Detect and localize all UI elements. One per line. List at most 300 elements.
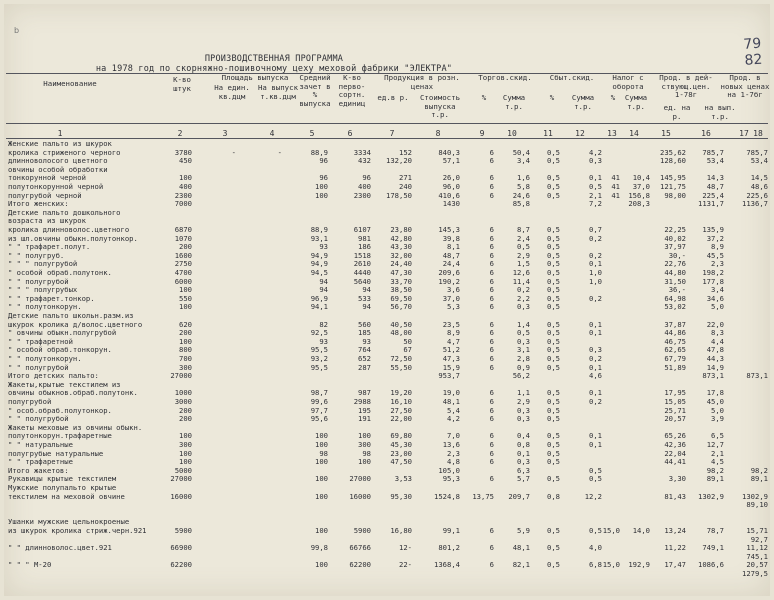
row-cell: 198,2 xyxy=(702,268,724,277)
row-cell: 0,5 xyxy=(517,242,530,252)
row-cell: 0,5 xyxy=(547,388,560,398)
row-cell: 6 xyxy=(489,526,494,535)
row-cell: 1302,9 xyxy=(742,491,768,501)
row-cell: 95,3 xyxy=(442,474,460,484)
row-cell: 40,02 xyxy=(664,233,686,243)
row-cell: 5,3 xyxy=(447,302,460,312)
header-sales-pct: % xyxy=(549,93,555,102)
row-cell: 100 xyxy=(315,190,328,200)
row-cell: 0,5 xyxy=(547,362,560,372)
row-cell: 0,3 xyxy=(589,156,602,166)
table-row xyxy=(0,432,774,440)
header-avg-sort: Средний зачет в % выпуска xyxy=(299,73,331,108)
row-cell: 25,71 xyxy=(664,405,686,415)
row-cell: 785,7 xyxy=(746,147,768,157)
table-row xyxy=(0,536,774,544)
row-cell: 6 xyxy=(489,302,494,312)
header-bottom-rule xyxy=(6,138,768,139)
row-name: " " трафарет.тонкор. xyxy=(8,293,95,303)
row-cell: 533 xyxy=(358,293,371,303)
row-name: овчины обыкнов.обраб.полутонк. xyxy=(8,388,138,398)
row-cell: 4,0 xyxy=(589,543,602,553)
row-cell: 5,8 xyxy=(517,182,530,191)
header-sales-sum: Сумма т.р. xyxy=(571,93,595,111)
column-number: 1 xyxy=(57,129,63,138)
row-cell: 27000 xyxy=(349,474,371,484)
row-cell: 652 xyxy=(358,354,371,363)
row-cell: 6 xyxy=(489,405,494,415)
row-cell: 2,4 xyxy=(517,233,530,243)
row-cell: 0,8 xyxy=(517,440,530,449)
row-cell: - xyxy=(231,147,236,157)
row-cell: 8,9 xyxy=(711,242,724,252)
row-cell: 1302,9 xyxy=(698,491,724,501)
row-cell: 51,2 xyxy=(442,345,460,355)
row-name: " овчины обыкн.полугрубой xyxy=(8,328,117,338)
row-cell: 0,5 xyxy=(547,560,560,570)
table-row xyxy=(0,450,774,458)
row-cell: 15,9 xyxy=(442,362,460,372)
row-cell: 100 xyxy=(315,491,328,501)
row-cell: 0,5 xyxy=(547,259,560,269)
row-cell: 26,0 xyxy=(442,173,460,183)
row-cell: 45,5 xyxy=(706,250,724,260)
row-cell: 6 xyxy=(489,362,494,372)
row-cell: 13,24 xyxy=(664,526,686,535)
row-cell: 2300 xyxy=(174,190,192,200)
row-cell: 94 xyxy=(319,276,328,286)
header-per-unit: ед. на р. xyxy=(663,103,691,121)
row-cell: 88,9 xyxy=(310,147,328,157)
row-name: Итого жакетов: xyxy=(8,465,69,475)
row-cell: 8,9 xyxy=(447,328,460,338)
row-cell: 41 xyxy=(611,182,620,191)
row-cell: 36,- xyxy=(668,285,686,295)
row-cell: 5900 xyxy=(353,526,371,535)
column-number: 16 xyxy=(701,129,711,138)
row-cell: 93,1 xyxy=(310,233,328,243)
row-cell: 95,5 xyxy=(310,345,328,355)
row-cell: 5,0 xyxy=(711,405,724,415)
header-area-total: На выпуск т.кв.дцм xyxy=(257,83,299,101)
row-cell: 1136,7 xyxy=(742,199,768,209)
row-cell: 23,80 xyxy=(390,225,412,234)
row-cell: 98,00 xyxy=(664,190,686,200)
row-cell: 66900 xyxy=(170,543,192,553)
row-cell: 94 xyxy=(362,302,371,312)
row-cell: 208,3 xyxy=(628,199,650,209)
row-cell: 100 xyxy=(315,431,328,441)
header-tax-pct: % xyxy=(610,93,616,102)
row-cell: 51,89 xyxy=(664,362,686,372)
row-cell: 6000 xyxy=(174,276,192,286)
row-cell: 5640 xyxy=(353,276,371,286)
table-row xyxy=(0,346,774,354)
row-cell: 3,4 xyxy=(517,156,530,166)
row-cell: 128,60 xyxy=(660,156,686,166)
row-cell: 0,7 xyxy=(589,225,602,234)
row-cell: 1600 xyxy=(174,250,192,260)
row-cell: 6 xyxy=(489,388,494,398)
row-cell: 0,5 xyxy=(547,182,560,191)
row-cell: 41 xyxy=(611,190,620,200)
row-cell: 22- xyxy=(399,560,412,570)
row-cell: 1070 xyxy=(174,233,192,243)
row-name: " " трафарет.полут. xyxy=(8,242,91,252)
row-cell: 6 xyxy=(489,225,494,234)
row-cell: 6 xyxy=(489,354,494,363)
page-stamp: 79 82 xyxy=(742,35,763,69)
row-cell: 3,53 xyxy=(394,474,412,484)
header-first-sort: К-во перво-сортн. единиц xyxy=(338,73,366,108)
row-cell: 67 xyxy=(403,345,412,355)
row-cell: 4,2 xyxy=(589,147,602,157)
table-row xyxy=(0,561,774,569)
row-cell: 0,5 xyxy=(547,405,560,415)
row-cell: 0,1 xyxy=(517,448,530,458)
row-cell: 6 xyxy=(489,440,494,449)
row-cell: 100 xyxy=(315,440,328,449)
row-cell: 0,5 xyxy=(547,457,560,467)
row-cell: 14,0 xyxy=(632,526,650,535)
row-cell: 7,2 xyxy=(589,199,602,209)
row-cell: - xyxy=(277,147,282,157)
header-product-group: Продукция в розн. ценах xyxy=(384,73,460,91)
row-cell: 620 xyxy=(179,319,192,329)
row-cell: 0,1 xyxy=(589,328,602,338)
row-cell: 82,1 xyxy=(512,560,530,570)
row-cell: 0,1 xyxy=(589,431,602,441)
row-name: длинноволосого цветного xyxy=(8,156,108,166)
row-cell: 45,30 xyxy=(390,440,412,449)
row-cell: 550 xyxy=(179,293,192,303)
row-cell: 1524,8 xyxy=(434,491,460,501)
row-cell: 4,5 xyxy=(711,457,724,467)
header-total-value: Стоимость выпуска т.р. xyxy=(419,93,461,119)
table-row xyxy=(0,424,774,432)
row-cell: 1131,7 xyxy=(698,199,724,209)
row-cell: 42,80 xyxy=(390,233,412,243)
header-trade-pct: % xyxy=(481,93,487,102)
table-row xyxy=(0,140,774,148)
row-cell: 100 xyxy=(358,431,371,441)
row-cell: 1518 xyxy=(353,250,371,260)
row-cell: 121,75 xyxy=(660,182,686,191)
row-name: " " трафаретной xyxy=(8,336,73,346)
row-cell: 0,3 xyxy=(589,345,602,355)
row-cell: 6,5 xyxy=(711,431,724,441)
row-cell: 92,5 xyxy=(310,328,328,338)
row-cell: 99,1 xyxy=(442,526,460,535)
row-cell: 94,1 xyxy=(310,302,328,312)
row-cell: 100 xyxy=(315,560,328,570)
row-cell: 953,7 xyxy=(438,371,460,381)
row-name: Рукавицы крытые текстилем xyxy=(8,474,117,484)
row-cell: 6 xyxy=(489,182,494,191)
row-name: Детские пальто дошкольного xyxy=(8,207,121,217)
row-cell: 3780 xyxy=(174,147,192,157)
row-cell: 12- xyxy=(399,543,412,553)
table-row xyxy=(0,398,774,406)
row-cell: 2,2 xyxy=(517,293,530,303)
row-cell: 93 xyxy=(362,336,371,346)
table-row xyxy=(0,260,774,268)
row-cell: 3,1 xyxy=(517,345,530,355)
row-name: " особой обраб.полутонк. xyxy=(8,268,112,277)
header-trade-sum: Сумма т.р. xyxy=(502,93,526,111)
row-cell: 6 xyxy=(489,414,494,424)
row-cell: 200 xyxy=(179,328,192,338)
row-cell: 0,5 xyxy=(547,156,560,166)
row-cell: 225,6 xyxy=(746,190,768,200)
row-cell: 93 xyxy=(319,242,328,252)
row-cell: 6 xyxy=(489,457,494,467)
row-cell: 432 xyxy=(358,156,371,166)
row-cell: 47,8 xyxy=(706,345,724,355)
row-cell: 37,97 xyxy=(664,242,686,252)
column-number: 12 xyxy=(575,129,585,138)
row-name: Детские пальто школьн.разм.из xyxy=(8,311,134,320)
header-mid-rule xyxy=(6,123,768,124)
row-cell: 2750 xyxy=(174,259,192,269)
row-cell: 3,4 xyxy=(711,285,724,295)
row-cell: 53,4 xyxy=(706,156,724,166)
row-cell: 0,2 xyxy=(589,293,602,303)
row-name: " " длинноволос.цвет.921 xyxy=(8,543,112,553)
row-cell: 98,2 xyxy=(706,465,724,475)
row-cell: 56,70 xyxy=(390,302,412,312)
row-cell: 156,8 xyxy=(628,190,650,200)
column-number: 5 xyxy=(309,129,315,138)
row-cell: 0,5 xyxy=(547,319,560,329)
row-cell: 34,6 xyxy=(706,293,724,303)
row-cell: 53,4 xyxy=(750,156,768,166)
row-cell: 98,7 xyxy=(310,388,328,398)
row-cell: 19,20 xyxy=(390,388,412,398)
row-cell: 45,0 xyxy=(706,397,724,406)
row-cell: 6 xyxy=(489,250,494,260)
row-cell: 96,9 xyxy=(310,293,328,303)
row-cell: 94,5 xyxy=(310,268,328,277)
row-cell: 135,9 xyxy=(702,225,724,234)
row-cell: 801,2 xyxy=(438,543,460,553)
row-cell: 16000 xyxy=(349,491,371,501)
row-cell: 12,7 xyxy=(706,440,724,449)
row-cell: 0,2 xyxy=(589,250,602,260)
row-cell: 0,5 xyxy=(589,526,602,535)
row-cell: 13,6 xyxy=(442,440,460,449)
row-cell: 98 xyxy=(362,448,371,458)
row-cell: 1086,6 xyxy=(698,560,724,570)
row-cell: 95,5 xyxy=(310,362,328,372)
column-number: 4 xyxy=(269,129,275,138)
row-cell: 0,5 xyxy=(547,293,560,303)
row-cell: 67,79 xyxy=(664,354,686,363)
row-cell: 6 xyxy=(489,233,494,243)
row-cell: 300 xyxy=(179,440,192,449)
row-cell: 88,9 xyxy=(310,225,328,234)
row-cell: 6 xyxy=(489,448,494,458)
table-row xyxy=(0,321,774,329)
row-cell: 1,6 xyxy=(517,173,530,183)
row-cell: 0,5 xyxy=(547,250,560,260)
row-cell: 15,05 xyxy=(664,397,686,406)
row-cell: 62200 xyxy=(170,560,192,570)
row-cell: 93 xyxy=(319,336,328,346)
row-cell: 0,5 xyxy=(547,173,560,183)
row-name: " " полутонкорун. xyxy=(8,302,82,312)
table-row xyxy=(0,312,774,320)
row-cell: 2,3 xyxy=(447,448,460,458)
row-cell: 1,0 xyxy=(589,276,602,286)
row-cell: 785,7 xyxy=(702,147,724,157)
row-cell: 6 xyxy=(489,147,494,157)
table-row xyxy=(0,415,774,423)
table-row xyxy=(0,286,774,294)
row-cell: 89,1 xyxy=(750,474,768,484)
row-cell: 4,6 xyxy=(589,371,602,381)
row-cell: 200 xyxy=(179,405,192,415)
row-cell: 100 xyxy=(179,448,192,458)
row-cell: 12,2 xyxy=(584,491,602,501)
row-cell: 72,50 xyxy=(390,354,412,363)
row-cell: 44,41 xyxy=(664,457,686,467)
row-cell: 47,3 xyxy=(442,354,460,363)
table-row xyxy=(0,355,774,363)
row-cell: 178,50 xyxy=(386,190,412,200)
row-cell: 95,30 xyxy=(390,491,412,501)
row-cell: 100 xyxy=(315,526,328,535)
row-name: " особ.обраб.полутонкор. xyxy=(8,405,112,415)
row-cell: 89,1 xyxy=(706,474,724,484)
title-line-2: на 1978 год по скорняжно-пошивочному цеху меховой фабрики "ЭЛЕКТРА" xyxy=(95,64,453,74)
row-cell: 50 xyxy=(403,336,412,346)
column-number: 7 xyxy=(389,129,395,138)
row-cell: 38,50 xyxy=(390,285,412,295)
row-cell: 22,76 xyxy=(664,259,686,269)
row-cell: 560 xyxy=(358,319,371,329)
row-cell: 0,5 xyxy=(517,328,530,338)
row-cell: 100 xyxy=(179,285,192,295)
table-row xyxy=(0,527,774,535)
row-cell: 2,8 xyxy=(517,354,530,363)
table-row xyxy=(0,329,774,337)
row-cell: 4,4 xyxy=(711,336,724,346)
row-name: текстилем на меховой овчине xyxy=(8,491,125,501)
row-cell: 195 xyxy=(358,405,371,415)
row-cell: 96 xyxy=(362,173,371,183)
row-cell: 2988 xyxy=(353,397,371,406)
column-number: 17 xyxy=(739,129,749,138)
row-name: Мужские полупальто крытые xyxy=(8,483,117,492)
row-cell: 0,1 xyxy=(589,259,602,269)
row-name: Итого женских: xyxy=(8,199,69,209)
row-name: " " " полугрубых xyxy=(8,285,78,295)
row-cell: 749,1 xyxy=(702,543,724,553)
row-cell: 0,1 xyxy=(589,388,602,398)
row-cell: 24,4 xyxy=(442,259,460,269)
row-cell: 62200 xyxy=(349,560,371,570)
row-cell: 93,2 xyxy=(310,354,328,363)
row-cell: 97,7 xyxy=(310,405,328,415)
row-name: кролика стриженого черного xyxy=(8,147,121,157)
row-cell: 24,40 xyxy=(390,259,412,269)
row-cell: 0,1 xyxy=(589,319,602,329)
row-cell: 987 xyxy=(358,388,371,398)
row-cell: 0,1 xyxy=(589,173,602,183)
row-cell: 48,1 xyxy=(512,543,530,553)
row-cell: 0,3 xyxy=(517,457,530,467)
row-cell: 145,3 xyxy=(438,225,460,234)
row-cell: 69,80 xyxy=(390,431,412,441)
column-number: 15 xyxy=(661,129,671,138)
row-cell: 15,0 xyxy=(602,560,620,570)
row-cell: 0,5 xyxy=(547,268,560,277)
row-cell: 37,2 xyxy=(706,233,724,243)
row-cell: 27,50 xyxy=(390,405,412,415)
row-cell: 2610 xyxy=(353,259,371,269)
row-name: полугрубой xyxy=(8,397,52,406)
table-row xyxy=(0,553,774,561)
header-area-group: Площадь выпуска xyxy=(221,73,289,82)
row-cell: 3,30 xyxy=(668,474,686,484)
document-title xyxy=(64,54,484,74)
header-area-unit: На един. кв.дцм xyxy=(214,83,250,101)
column-number: 18 xyxy=(753,129,763,138)
row-cell: 0,8 xyxy=(547,491,560,501)
row-cell: 64,98 xyxy=(664,293,686,303)
row-cell: 0,5 xyxy=(547,431,560,441)
row-cell: 1,1 xyxy=(517,388,530,398)
row-cell: 20,57 xyxy=(746,560,768,570)
header-wholesale-group: Прод. в дей-ствующ.цен. 1-78г xyxy=(659,73,713,99)
row-cell: 177,8 xyxy=(702,276,724,286)
row-cell: 0,1 xyxy=(589,362,602,372)
row-cell: 100 xyxy=(315,182,328,191)
header-name: Наименование xyxy=(43,79,97,88)
row-cell: 0,5 xyxy=(547,276,560,286)
row-cell: 5000 xyxy=(174,465,192,475)
row-name: тонкорунной черной xyxy=(8,173,86,183)
row-name: " " полугрубой xyxy=(8,362,69,372)
row-cell: 0,4 xyxy=(517,431,530,441)
row-cell: 6 xyxy=(489,242,494,252)
table-row xyxy=(0,364,774,372)
table-row xyxy=(0,226,774,234)
table-row xyxy=(0,458,774,466)
row-cell: 6 xyxy=(489,276,494,286)
column-number: 10 xyxy=(507,129,517,138)
row-cell: 0,5 xyxy=(589,182,602,191)
table-row xyxy=(0,484,774,492)
row-cell: 5,4 xyxy=(447,405,460,415)
row-cell: 12,6 xyxy=(512,268,530,277)
row-name: полутонкорунной черной xyxy=(8,182,104,191)
row-cell: 3,9 xyxy=(711,414,724,424)
row-cell: 15,71 xyxy=(746,526,768,535)
header-qty: К-во штук xyxy=(173,75,191,93)
row-cell: 6 xyxy=(489,173,494,183)
row-name: полутонкорун.трафаретные xyxy=(8,431,112,441)
row-cell: 6 xyxy=(489,336,494,346)
row-cell: 0,5 xyxy=(589,465,602,475)
row-name: из шл.овчины обыкн.полутонкор. xyxy=(8,233,138,243)
row-cell: 20,57 xyxy=(664,414,686,424)
row-cell: 287 xyxy=(358,362,371,372)
row-cell: 15,0 xyxy=(602,526,620,535)
row-cell: 1,4 xyxy=(517,319,530,329)
row-cell: 17,8 xyxy=(706,388,724,398)
